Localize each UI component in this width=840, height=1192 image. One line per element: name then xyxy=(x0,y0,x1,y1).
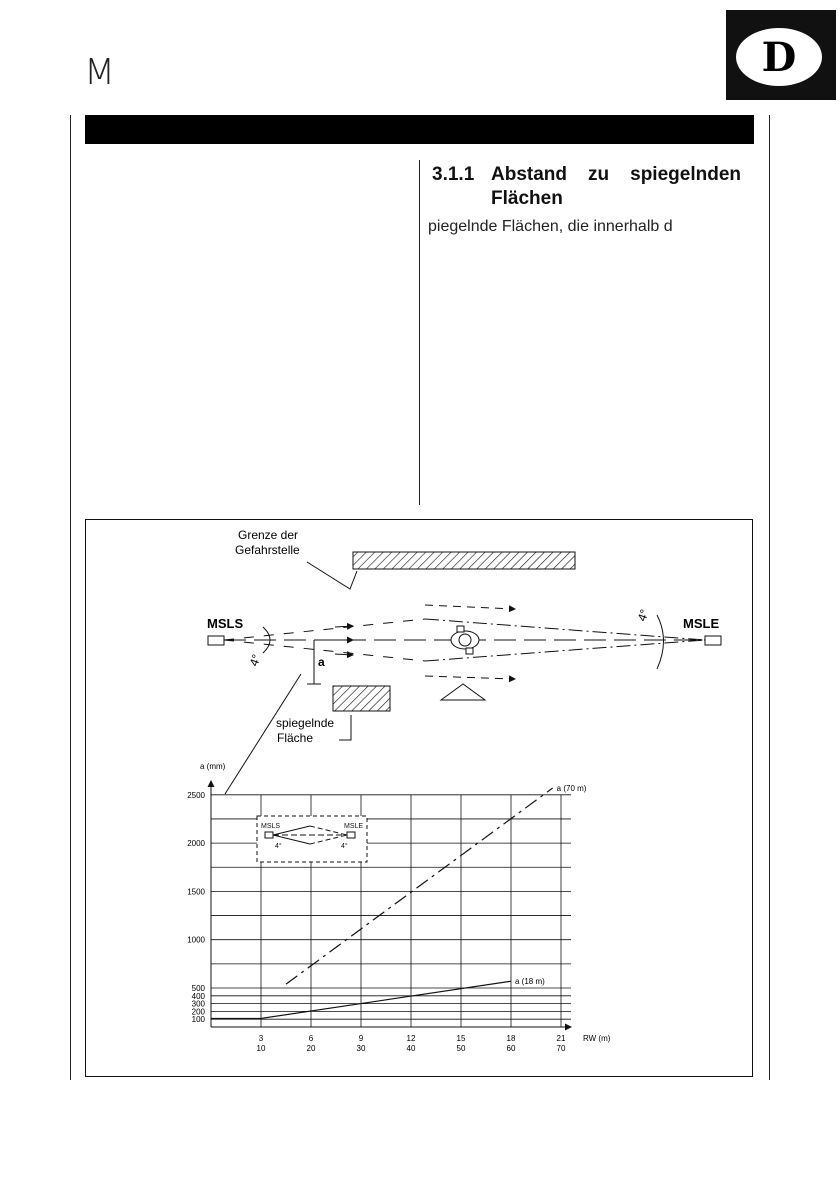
right-margin-rule xyxy=(769,115,770,1080)
section-body-text: piegelnde Flächen, die innerhalb d xyxy=(428,218,673,235)
y-tick-label: 1500 xyxy=(187,887,205,897)
triangle-marker xyxy=(441,684,485,700)
grenze-leader-line xyxy=(307,562,357,589)
label-msls: MSLS xyxy=(207,616,244,631)
msle-device-icon xyxy=(705,636,721,645)
reflect-beam-lower xyxy=(425,676,515,679)
y-tick-label: 100 xyxy=(191,1015,205,1025)
spiegelnde-leader xyxy=(339,715,351,740)
x-tick-label: 18 xyxy=(506,1034,516,1043)
label-msle: MSLE xyxy=(683,616,720,631)
x-tick-label-secondary: 10 xyxy=(256,1044,266,1053)
reflective-surface-box xyxy=(333,686,390,711)
section-title-line1: Abstand zu spiegelnden xyxy=(491,164,741,185)
chart-area xyxy=(187,762,611,1053)
x-tick-label: 3 xyxy=(258,1034,264,1043)
x-tick-label-secondary: 20 xyxy=(306,1044,316,1053)
x-tick-label-secondary: 70 xyxy=(556,1044,566,1053)
y-tick-label: 1000 xyxy=(187,935,205,945)
reflect-beam-upper xyxy=(425,605,515,609)
y-tick-label: 500 xyxy=(191,984,205,993)
section-title-line2: Flächen xyxy=(491,188,563,209)
x-tick-label: 6 xyxy=(308,1034,314,1043)
language-tab-letter: D xyxy=(761,33,797,81)
inset-label-msle: MSLE xyxy=(344,823,364,830)
msls-device-icon xyxy=(208,636,224,645)
y-tick-label: 200 xyxy=(191,1007,205,1017)
y-axis-label: a (mm) xyxy=(200,762,226,771)
y-tick-label: 2000 xyxy=(187,839,205,849)
section-number: 3.1.1 xyxy=(432,164,475,185)
inset-diagram xyxy=(257,816,367,862)
x-tick-label: 21 xyxy=(556,1034,566,1043)
label-spiegelnde-1: spiegelnde xyxy=(276,716,335,730)
label-grenze-2: Gefahrstelle xyxy=(235,543,300,557)
x-tick-label: 9 xyxy=(358,1034,364,1043)
label-angle-left: 4° xyxy=(246,652,264,669)
page-letter: M xyxy=(84,52,116,93)
left-margin-rule xyxy=(70,115,71,1080)
inset-angle-right: 4° xyxy=(341,843,348,850)
inset-label-msls: MSLS xyxy=(261,823,281,830)
column-divider xyxy=(419,160,420,505)
x-tick-label-secondary: 60 xyxy=(506,1044,516,1053)
header-bar xyxy=(85,115,754,144)
x-axis-label: RW (m) xyxy=(583,1034,611,1043)
label-angle-right: 4° xyxy=(634,607,652,624)
y-tick-label: 400 xyxy=(191,991,205,1001)
x-tick-label-secondary: 50 xyxy=(456,1044,466,1053)
beam-upper-left xyxy=(224,619,425,640)
inset-angle-left: 4° xyxy=(275,843,282,850)
person-icon xyxy=(451,626,479,654)
x-tick-label-secondary: 40 xyxy=(406,1044,416,1053)
x-tick-label-secondary: 30 xyxy=(356,1044,366,1053)
y-tick-label: 300 xyxy=(191,999,205,1009)
y-tick-label: 2500 xyxy=(187,790,205,800)
label-a: a xyxy=(318,655,325,669)
hazard-zone-bar xyxy=(353,552,575,569)
angle-arc-right xyxy=(657,615,664,669)
x-tick-label: 12 xyxy=(406,1034,416,1043)
x-tick-label: 15 xyxy=(456,1034,466,1043)
figure-diagram xyxy=(85,519,753,1077)
label-grenze-1: Grenze der xyxy=(238,528,299,542)
series-label: a (18 m) xyxy=(515,977,545,987)
series-label: a (70 m) xyxy=(556,784,587,794)
label-spiegelnde-2: Fläche xyxy=(277,731,314,745)
